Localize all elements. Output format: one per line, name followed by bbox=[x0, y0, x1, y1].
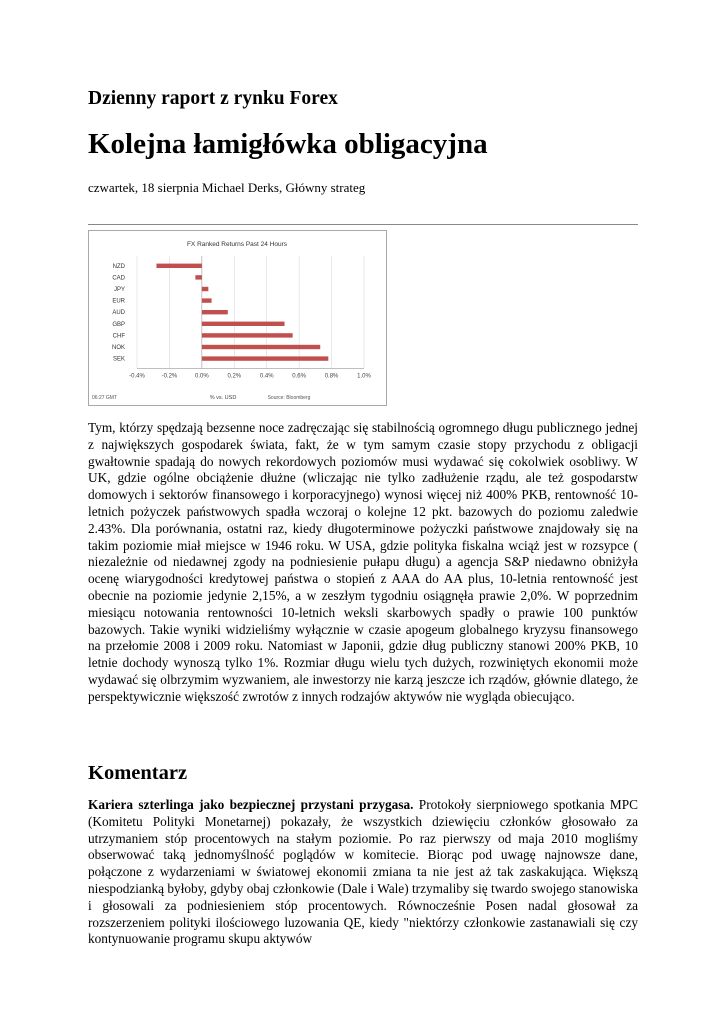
chart-x-tick-label: -0.2% bbox=[161, 373, 178, 380]
chart-category-label: EUR bbox=[112, 298, 125, 305]
chart-x-tick-label: 0.0% bbox=[195, 373, 209, 380]
chart-bar-jpy bbox=[202, 287, 208, 291]
chart-category-label: CHF bbox=[112, 333, 125, 340]
chart-x-tick-label: 0.8% bbox=[324, 373, 339, 380]
chart-bar-cad bbox=[195, 275, 201, 279]
chart-bar-aud bbox=[202, 310, 228, 314]
article-paragraph-2 bbox=[88, 797, 638, 948]
chart-x-tick-label: 0.6% bbox=[292, 373, 306, 380]
paragraph-2-text: Protokoły sierpniowego spotkania MPC (Komitetu Polityki Monetarnej) pokazały, że wszystkich dziewięciu członków głosowało za utrzymaniem stóp procentowych na stałym poziomie. Po raz pierwszy od maja 2010 mogliśmy obserwować taką jednomyślność poglądów w komitecie. Biorąc pod uwagę najnowsze dane, połączone z wydarzeniami w światowej ekonomii zmiana ta nie jest aż tak zaskakująca. Większą niespodzianką byłoby, gdyby obaj członkowie (Dale i Wale) trzymaliby się twardo swojego stanowiska i głosowali za podniesieniem stóp procentowych. Równocześnie Posen nadal głosował za rozszerzeniem polityki ilościowego luzowania QE, kiedy "niektórzy członkowie zastanawiali się czy kontynuowanie programu skupu aktywów bbox=[88, 797, 638, 947]
chart-bar-nzd bbox=[156, 264, 201, 268]
chart-bar-nok bbox=[202, 345, 320, 349]
fx-returns-chart bbox=[88, 230, 387, 406]
article-paragraph-1: Tym, którzy spędzają bezsenne noce zadręczając się stabilnością ogromnego długu publicznego jednej z największych gospodarek świata, fakt, że w tym samym czasie stopy przychodu z obligacji gwałtownie spadają do nowych rekordowych poziomów musi wydawać się cokolwiek osobliwy. W UK, gdzie ogólne obciążenie dłużne (wliczając nie tylko zadłużenie rządu, ale też gospodarstw domowych i sektorów finansowego i korporacyjnego) wynosi więcej niż 400% PKB, rentowność 10-letnich pożyczek państwowych spadła wczoraj o kolejne 12 pkt. bazowych do poziomu zaledwie 2.43%. Dla porównania, ostatni raz, kiedy długoterminowe pożyczki państwowe znajdowały się na takim poziomie miał miejsce w 1946 roku. W USA, gdzie polityka fiskalna wciąż jest w rozsypce ( niezależnie od niedawnej zgody na podniesienie pułapu długu) a agencja S&P niedawno obniżyła ocenę wiarygodności kredytowej państwa o stopień z AAA do AA plus, 10-letnia rentowność jest obecnie na poziomie jedynie 2,15%, a w zeszłym tygodniu osiągnęła prawie 2,0%. W poprzednim miesiącu notowania rentowności 10-letnich weksli skarbowych spadły o prawie 100 punktów bazowych. Takie wyniki widzieliśmy wyłącznie w czasie apogeum globalnego kryzysu finansowego na przełomie 2008 i 2009 roku. Natomiast w Japonii, gdzie dług publiczny stanowi 200% PKB, 10 letnie dochody wynoszą tylko 1%. Rozmiar długu wielu tych dużych, rozwiniętych ekonomii może wydawać się olbrzymim wyzwaniem, ale inwestorzy nie karzą jeszcze ich rządów, głównie dlatego, że perspektywicznie większość zwrotów z innych rodzajów aktywów nie wygląda obiecująco. bbox=[88, 420, 638, 704]
chart-title: FX Ranked Returns Past 24 Hours bbox=[186, 241, 288, 248]
chart-bar-chf bbox=[202, 333, 293, 337]
chart-x-tick-label: 0.4% bbox=[259, 373, 274, 380]
chart-timestamp: 06:27 GMT bbox=[92, 395, 118, 401]
article-title: Kolejna łamigłówka obligacyjna bbox=[88, 128, 488, 160]
chart-canvas bbox=[89, 231, 386, 405]
chart-bar-sek bbox=[202, 356, 328, 360]
chart-x-tick-label: 1.0% bbox=[357, 373, 371, 380]
byline: czwartek, 18 sierpnia Michael Derks, Główny strateg bbox=[88, 180, 366, 195]
chart-category-labels bbox=[112, 264, 126, 363]
chart-category-label: GBP bbox=[112, 321, 125, 328]
chart-category-label: JPY bbox=[113, 287, 125, 293]
chart-source: Source: Bloomberg bbox=[267, 395, 311, 401]
divider bbox=[88, 224, 638, 225]
chart-bar-eur bbox=[202, 298, 212, 302]
chart-category-label: SEK bbox=[112, 356, 125, 363]
report-subtitle: Dzienny raport z rynku Forex bbox=[88, 88, 338, 109]
chart-category-label: CAD bbox=[112, 275, 125, 282]
chart-category-label: NOK bbox=[111, 345, 125, 351]
chart-x-tick-label: 0.2% bbox=[227, 373, 242, 380]
chart-x-tick-label: -0.4% bbox=[129, 373, 145, 380]
paragraph-lead-bold: Kariera szterlinga jako bezpiecznej przystani przygasa. bbox=[88, 797, 414, 812]
chart-bars bbox=[156, 264, 328, 361]
chart-category-label: AUD bbox=[112, 310, 125, 317]
chart-x-ticks bbox=[129, 373, 371, 379]
chart-bar-gbp bbox=[202, 322, 285, 326]
chart-category-label: NZD bbox=[112, 263, 125, 270]
chart-x-axis-label: % vs. USD bbox=[209, 395, 237, 401]
section-heading-komentarz: Komentarz bbox=[88, 762, 188, 784]
chart-grid bbox=[137, 256, 364, 368]
